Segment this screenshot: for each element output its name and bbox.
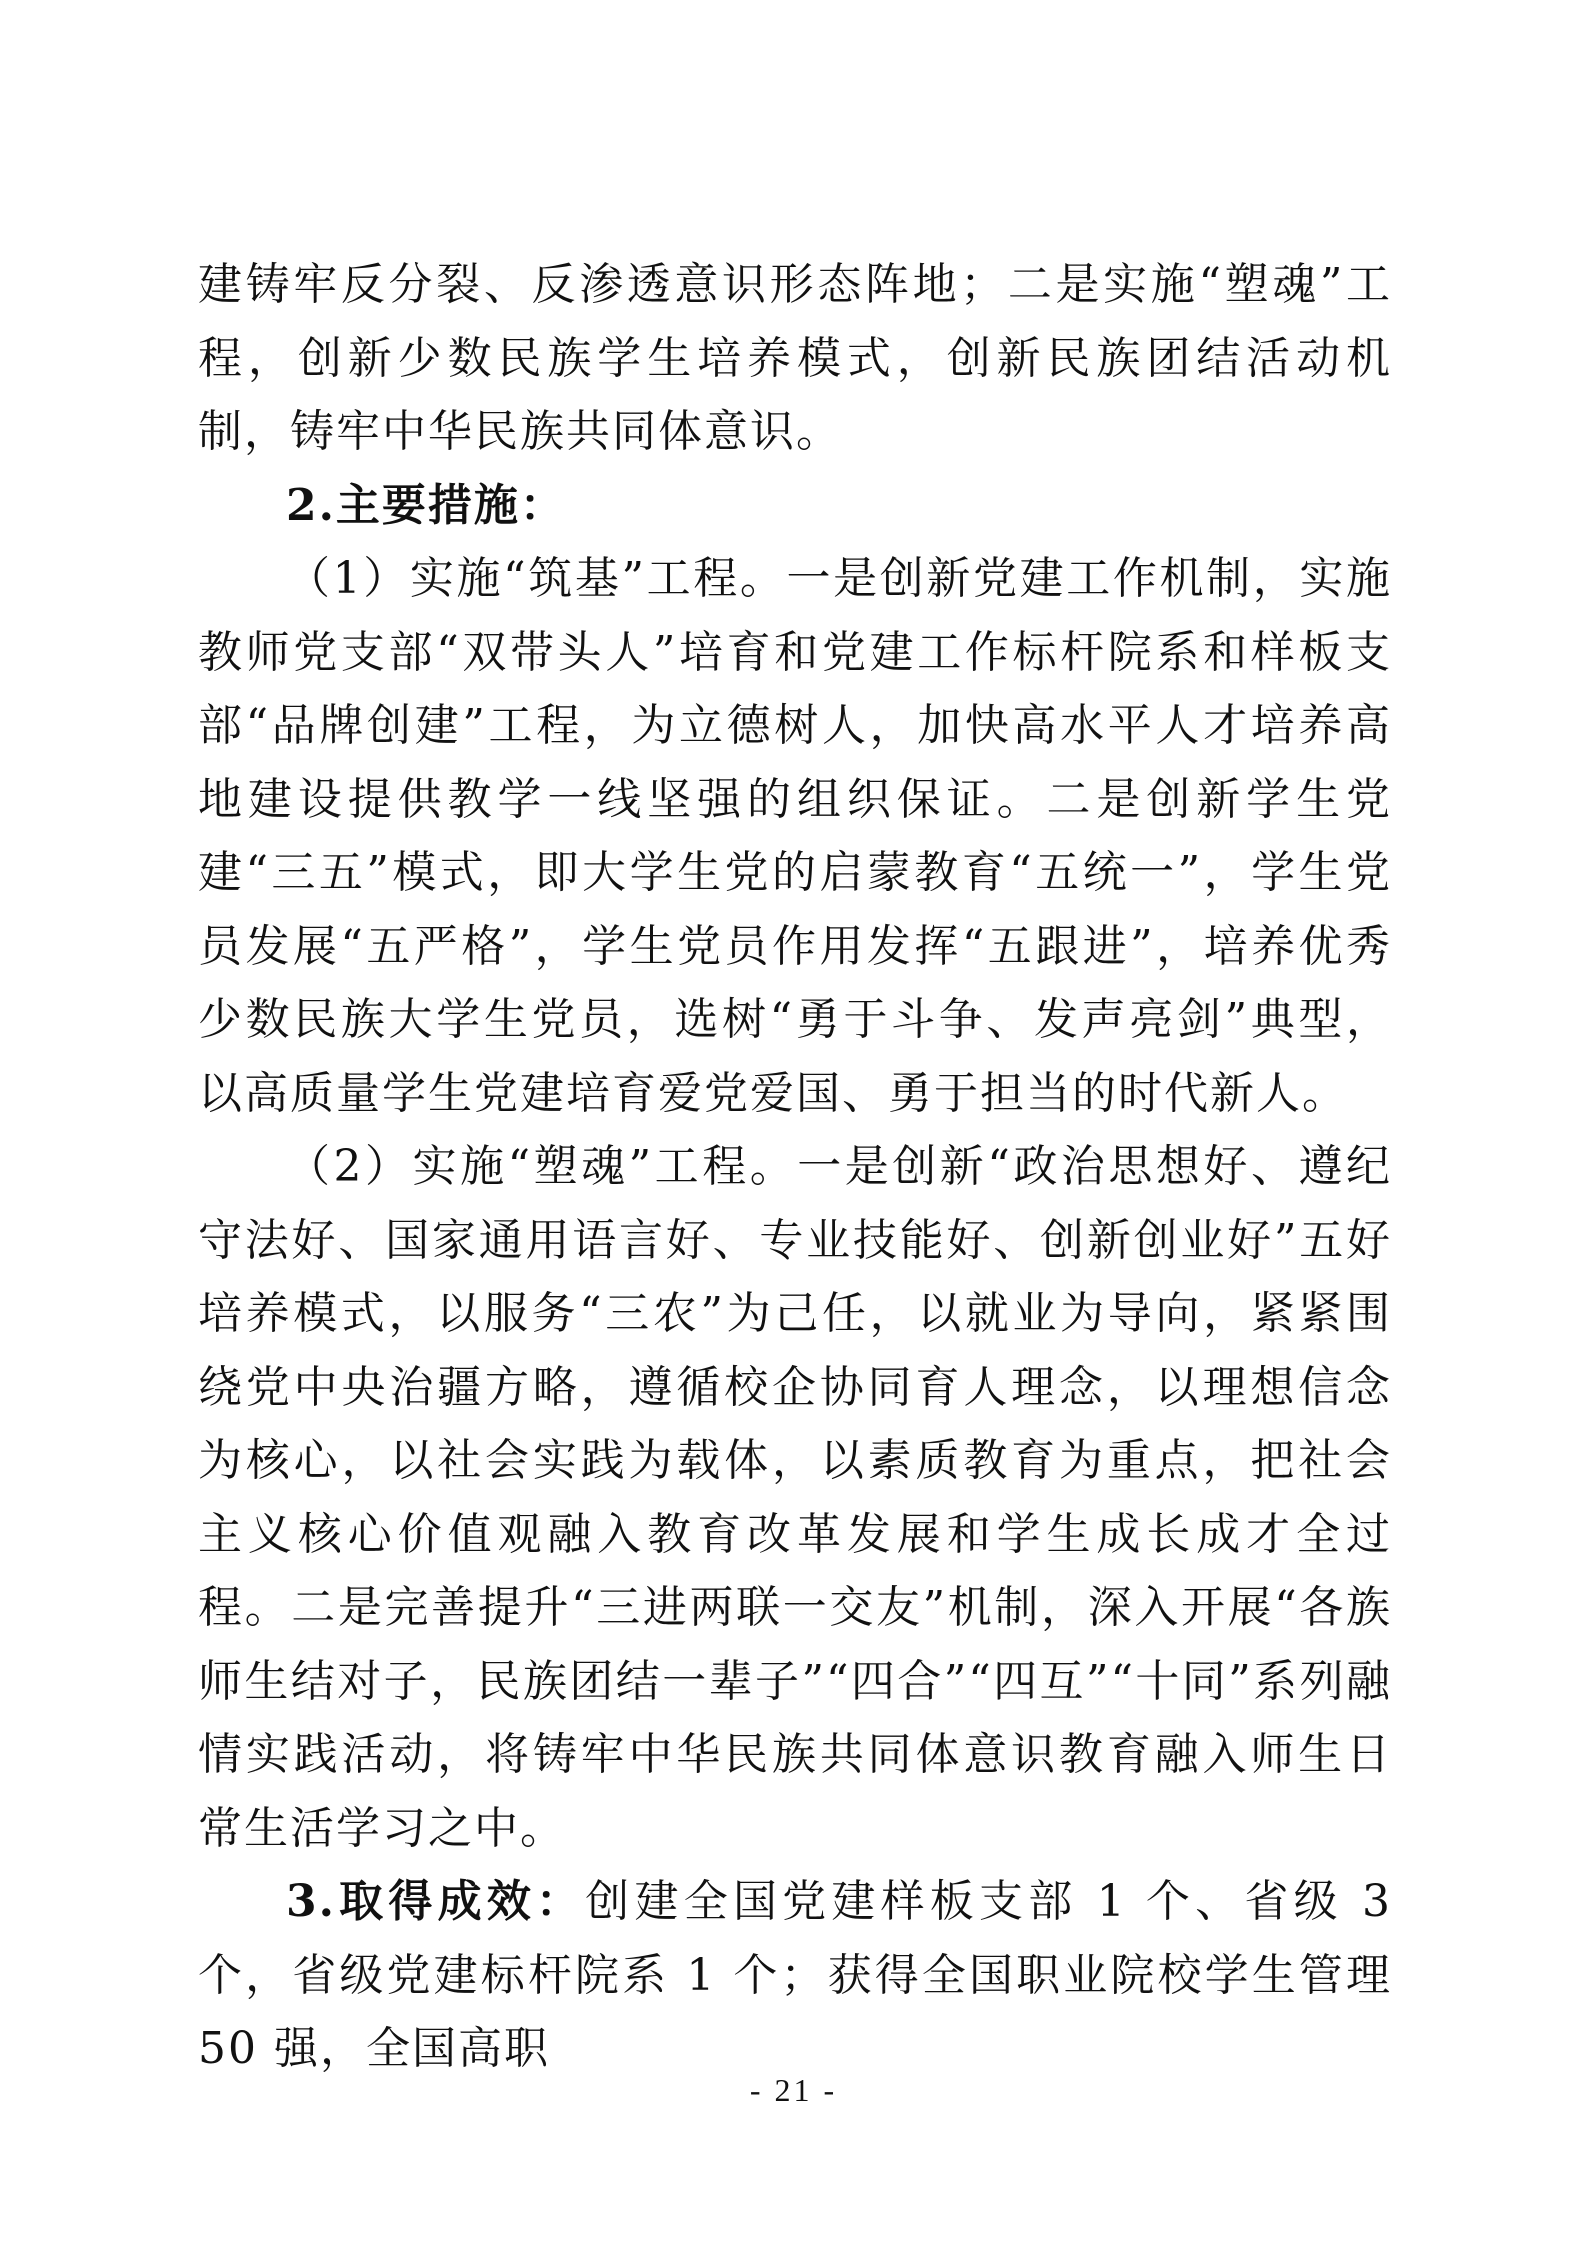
paragraph-text: 创建全国党建样板支部 1 个、省级 3 个，省级党建标杆院系 1 个；获得全国职业院校学生管理 50 强，全国高职 bbox=[198, 1876, 1393, 2074]
section-heading-text: 3.取得成效： bbox=[286, 1876, 586, 1927]
paragraph-text: 建铸牢反分裂、反渗透意识形态阵地；二是实施“塑魂”工程，创新少数民族学生培养模式，创新民族团结活动机制，铸牢中华民族共同体意识。 bbox=[198, 259, 1392, 457]
paragraph-achievements bbox=[198, 1865, 1392, 2086]
paragraph-soul-project bbox=[198, 1130, 1392, 1865]
paragraph-continuation bbox=[198, 248, 1392, 469]
paragraph-text: （2）实施“塑魂”工程。一是创新“政治思想好、遵纪守法好、国家通用语言好、专业技能好、创新创业好”五好培养模式，以服务“三农”为己任，以就业为导向，紧紧围绕党中央治疆方略，遵循校企协同育人理念，以理想信念为核心，以社会实践为载体，以素质教育为重点，把社会主义核心价值观融入教育改革发展和学生成长成才全过程。二是完善提升“三进两联一交友”机制，深入开展“各族师生结对子，民族团结一辈子”“四合”“四互”“十同”系列融情实践活动，将铸牢中华民族共同体意识教育融入师生日常生活学习之中。 bbox=[198, 1141, 1392, 1854]
document-body bbox=[198, 248, 1392, 2086]
section-heading-text: 2.主要措施： bbox=[286, 479, 566, 531]
page-number: - 21 - bbox=[749, 2072, 838, 2108]
paragraph-foundation-project bbox=[198, 542, 1392, 1130]
paragraph-text: （1）实施“筑基”工程。一是创新党建工作机制，实施教师党支部“双带头人”培育和党建工作标杆院系和样板支部“品牌创建”工程，为立德树人，加快高水平人才培养高地建设提供教学一线坚强的组织保证。二是创新学生党建“三五”模式，即大学生党的启蒙教育“五统一”，学生党员发展“五严格”，学生党员作用发挥“五跟进”，培养优秀少数民族大学生党员，选树“勇于斗争、发声亮剑”典型，以高质量学生党建培育爱党爱国、勇于担当的时代新人。 bbox=[198, 553, 1392, 1119]
section-heading-main-measures bbox=[198, 469, 1392, 543]
